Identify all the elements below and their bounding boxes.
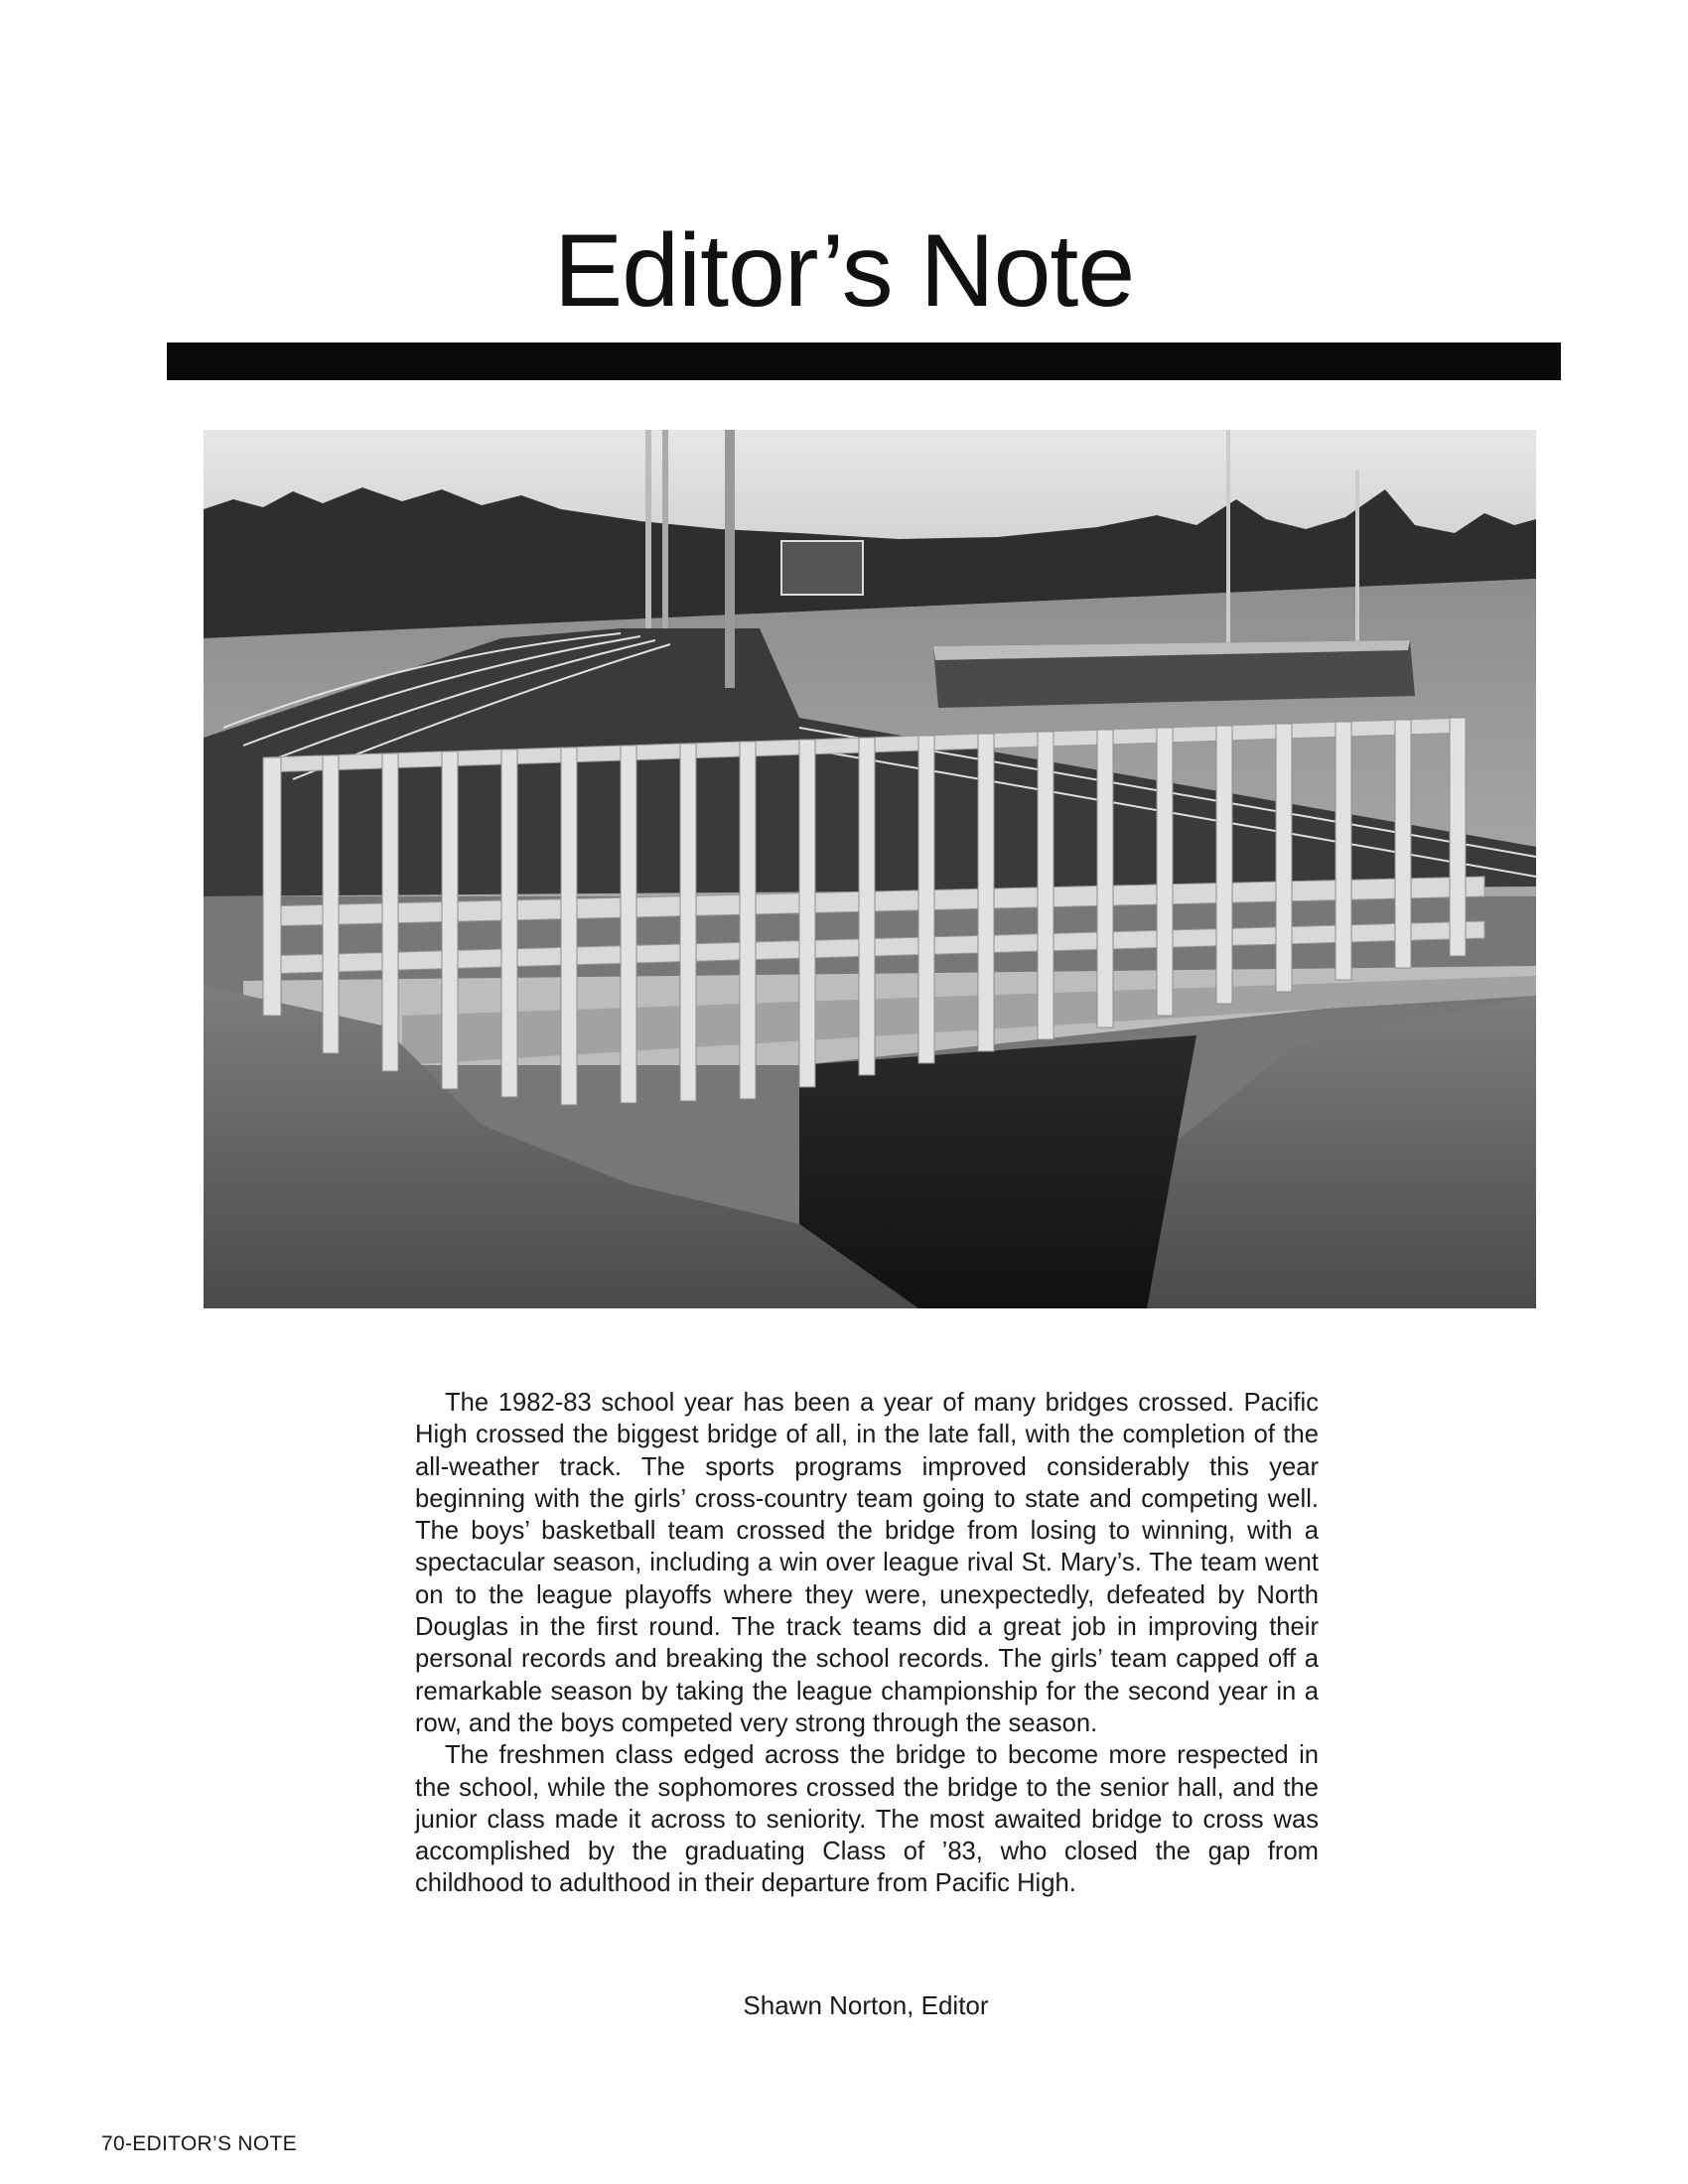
- page-folio: 70-EDITOR’S NOTE: [101, 2132, 297, 2155]
- title-rule: [167, 342, 1561, 380]
- editor-note-body: [415, 1387, 1319, 1900]
- signature: [0, 1990, 1688, 2021]
- signature-text: Shawn Norton, Editor: [743, 1990, 989, 2020]
- bridge-photo: [204, 430, 1536, 1308]
- body-paragraph: The 1982-83 school year has been a year of many bridges crossed. Pacific High crossed the biggest bridge of all, in the late fall, with the completion of the all-weather track. The sports programs improved considerably this year beginning with the girls’ cross-country team going to state and competing well. The boys’ basketball team crossed the bridge from losing to winning, with a spectacular season, including a win over league rival St. Mary’s. The team went on to the league playoffs where they were, unexpectedly, defeated by North Douglas in the first round. The track teams did a great job in improving their personal records and breaking the school records. The girls’ team capped off a remarkable season by taking the league championship for the second year in a row, and the boys competed very strong through the season.: [415, 1389, 1319, 1737]
- page-title: Editor’s Note: [553, 213, 1135, 329]
- body-paragraph: The freshmen class edged across the bridge to become more respected in the school, while the sophomores crossed the bridge to the senior hall, and the junior class made it across to seniority. The most awaited bridge to cross was accomplished by the graduating Class of ’83, who closed the gap from childhood to adulthood in their departure from Pacific High.: [415, 1741, 1319, 1898]
- bridge-photo-drawing: [204, 430, 1536, 1308]
